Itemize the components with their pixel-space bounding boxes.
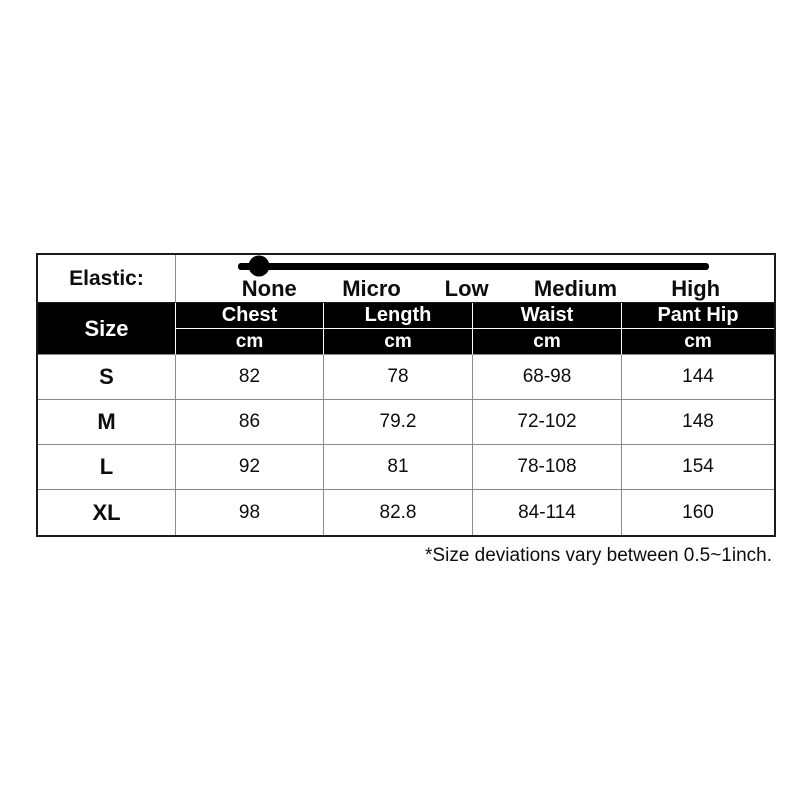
elastic-option-high: High (671, 276, 721, 301)
unit-cell-length: cm (324, 329, 473, 355)
cell-xl-pant-hip: 160 (682, 501, 714, 523)
cell-s-length: 78 (324, 355, 473, 400)
cell-s-pant-hip: 144 (622, 355, 774, 400)
cell-s-waist: 68-98 (473, 355, 622, 400)
column-header-pant-hip: Pant Hip (622, 303, 774, 329)
size-label-l: L (38, 445, 176, 490)
size-label-m: M (38, 400, 176, 445)
elastic-option-none: None (241, 276, 297, 301)
table-row-m (38, 400, 774, 445)
elastic-slider-thumb-icon (249, 256, 270, 277)
column-header-chest: Chest (176, 303, 324, 329)
size-deviation-note: *Size deviations vary between 0.5~1inch. (425, 545, 772, 566)
column-header-row (38, 303, 774, 329)
cell-l-length: 81 (324, 445, 473, 490)
cell-l-chest: 92 (176, 445, 324, 490)
unit-cell-waist: cm (473, 329, 622, 355)
table-row-l (38, 445, 774, 490)
cell-m-length: 79.2 (324, 400, 473, 445)
elastic-option-micro: Micro (342, 276, 401, 301)
table-row-s (38, 355, 774, 400)
size-label-xl: XL (38, 490, 176, 535)
elastic-option-medium: Medium (533, 276, 618, 301)
cell-l-pant-hip: 154 (622, 445, 774, 490)
elastic-row (38, 255, 774, 303)
elastic-label: Elastic: (38, 255, 176, 303)
table-row-xl (38, 490, 774, 535)
cell-m-waist: 72-102 (473, 400, 622, 445)
size-label-s: S (38, 355, 176, 400)
cell-m-pant-hip: 148 (622, 400, 774, 445)
cell-xl-waist: 84-114 (473, 490, 622, 535)
unit-cell-chest: cm (176, 329, 324, 355)
cell-s-chest: 82 (176, 355, 324, 400)
column-header-waist: Waist (473, 303, 622, 329)
elastic-scale (176, 255, 774, 303)
column-header-length: Length (324, 303, 473, 329)
unit-cell-pant-hip: cm (622, 329, 774, 355)
size-column-header: Size (38, 303, 176, 355)
cell-xl-chest: 98 (176, 490, 324, 535)
elastic-slider-track (238, 263, 709, 270)
size-table (36, 253, 776, 537)
elastic-option-low: Low (444, 276, 489, 301)
cell-l-waist: 78-108 (473, 445, 622, 490)
cell-xl-length: 82.8 (324, 490, 473, 535)
cell-m-chest: 86 (176, 400, 324, 445)
